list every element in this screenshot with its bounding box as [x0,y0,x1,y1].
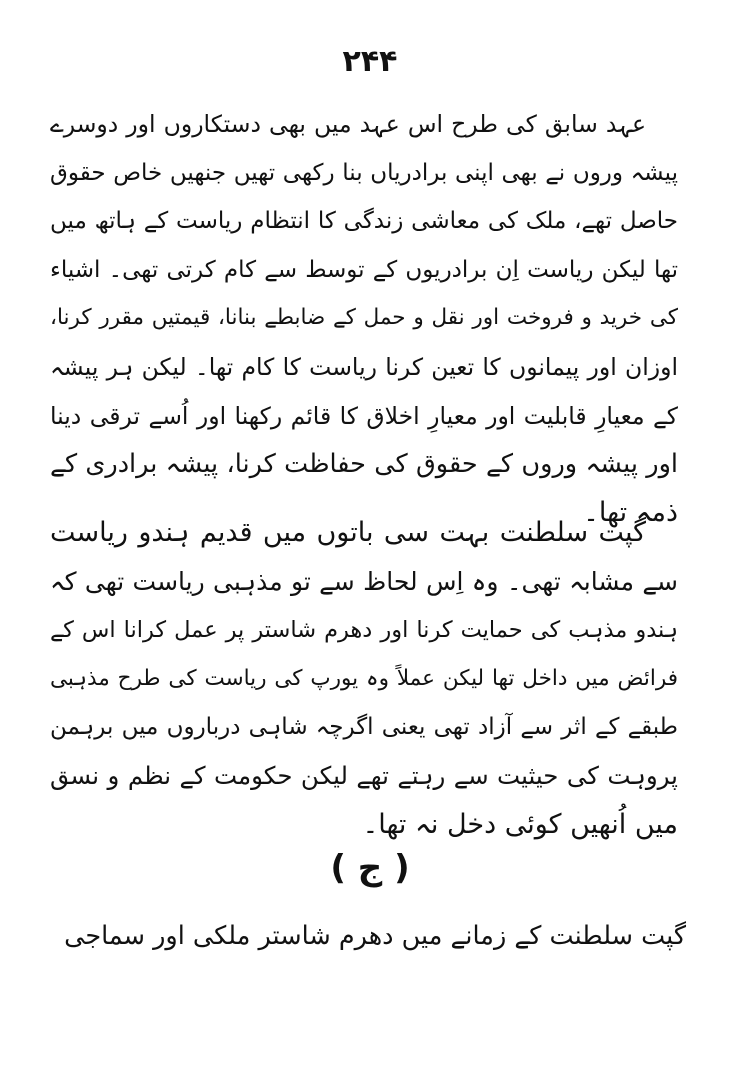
text-line: فرائض میں داخل تھا لیکن عملاً وہ یورپ کی ریاست کی طرح مذہبی [50,665,678,691]
section-marker: ( ج ) [330,848,410,888]
text-line: طبقے کے اثر سے آزاد تھی یعنی اگرچہ شاہی درباروں میں برہمن [50,714,678,741]
text-line: گپت سلطنت بہت سی باتوں میں قدیم ہندو ریاست [50,517,646,548]
text-line: اوزان اور پیمانوں کا تعین کرنا ریاست کا کام تھا۔ لیکن ہر پیشہ [50,352,678,381]
text-line: عہد سابق کی طرح اس عہد میں بھی دستکاروں اور دوسرے [50,110,646,138]
page-number: ۲۴۴ [342,44,398,79]
text-line: پیشہ وروں نے بھی اپنی برادریاں بنا رکھی تھیں جنھیں خاص حقوق [50,159,678,186]
paragraph-gupta-state [50,509,678,849]
text-line: سے مشابہ تھی۔ وہ اِس لحاظ سے تو مذہبی ریاست تھی کہ [50,566,678,596]
text-line: اور پیشہ وروں کے حقوق کی حفاظت کرنا، پیشہ برادری کے [50,449,678,480]
text-line: میں اُنھیں کوئی دخل نہ تھا۔ [362,808,678,840]
text-line: حاصل تھے، ملک کی معاشی زندگی کا انتظام ریاست کے ہاتھ میں [50,208,678,235]
text-line: کی خرید و فروخت اور نقل و حمل کے ضابطے بنانا، قیمتیں مقرر کرنا، [50,305,678,331]
text-line: کے معیارِ قابلیت اور معیارِ اخلاق کا قائم رکھنا اور اُسے ترقی دینا [50,401,678,430]
paragraph-guilds [50,100,678,537]
text-line: پروہت کی حیثیت سے رہتے تھے لیکن حکومت کے نظم و نسق [50,760,678,790]
text-line: ہندو مذہب کی حمایت کرنا اور دھرم شاستر پر عمل کرانا اس کے [50,617,678,644]
section-heading: گپت سلطنت کے زمانے میں دھرم شاستر ملکی اور سماجی [64,921,686,951]
text-line: تھا لیکن ریاست اِن برادریوں کے توسط سے کام کرتی تھی۔ اشیاء [50,256,678,283]
text-line: ذمہ تھا۔ [583,496,678,528]
